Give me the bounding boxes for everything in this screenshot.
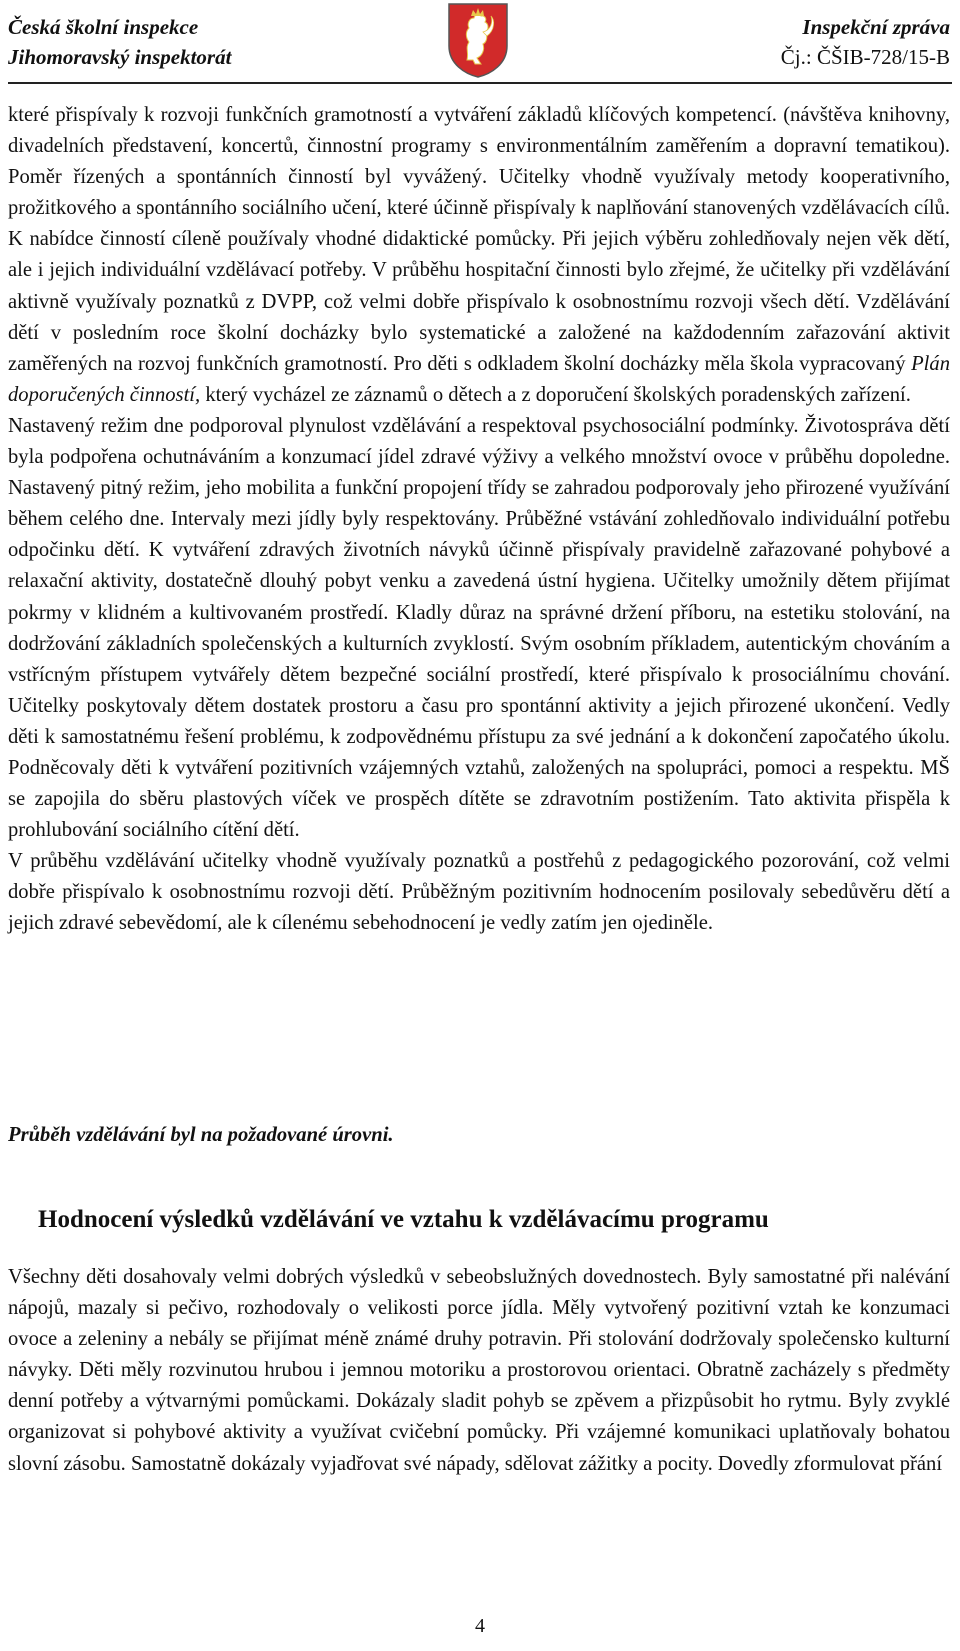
paragraph-2: Nastavený režim dne podporoval plynulost vzdělávání a respektoval psychosociální podmínky. Životospráva dětí byla podpořena ochutnáváním a konzumací jídel zdravé výživy a velkého množství ovoce v průběhu dopoledne. Nastavený pitný režim, jeho mobilita a funkční propojení třídy se zahradou podporovaly jeho přirozené využívání během celého dne. Intervaly mezi jídly byly respektovány. Průběžné vstávání zohledňovalo individuální potřebu odpočinku dětí. K vytváření zdravých životních návyků účinně přispívaly pravidelně zařazované pohybové a relaxační aktivity, dostatečně dlouhý pobyt venku a zavedená ústní hygiena. Učitelky umožnily dětem přijímat pokrmy v klidném a kultivovaném prostředí. Kladly důraz na správné držení příboru, na estetiku stolování, na dodržování základních společenských a kulturních zvyklostí. Svým osobním příkladem, autentickým chováním a vstřícným přístupem vytvářely dětem bezpečné sociální prostředí, které přispívalo k prosociálnímu chování. Učitelky poskytovaly dětem dostatek prostoru a času pro spontánní aktivity a jejich přirozené ukončení. Vedly děti k samostatnému řešení problému, k zodpovědnému přístupu za své jednání a k dokončení započatého úkolu. Podněcovaly děti k vytváření pozitivních vzájemných vztahů, založených na spolupráci, pomoci a respektu. MŠ se zapojila do sběru plastových víček ve prospěch dítěte se zdravotním postižením. Tato aktivita přispěla k prohlubování sociálního cítění dětí. xyxy=(8,414,950,842)
plan-title: Plán doporučených činností, xyxy=(8,352,950,406)
page-number: 4 xyxy=(475,1615,485,1637)
header-divider xyxy=(8,82,952,84)
paragraph-3: V průběhu vzdělávání učitelky vhodně využívaly poznatků a postřehů z pedagogického pozorování, což velmi dobře přispívalo k osobnostnímu rozvoji dětí. Průběžným pozitivním hodnocením posilovaly sebedůvěru dětí a jejich zdravé sebevědomí, ale k cílenému sebehodnocení je vedly zatím jen ojediněle. xyxy=(8,850,950,935)
inspection-authority: Česká školní inspekce xyxy=(8,15,199,39)
header-right xyxy=(781,12,950,72)
paragraph-1-text: které přispívaly k rozvoji funkčních gramotností a vytváření základů klíčových kompetencí. (návštěva knihovny, divadelních představení, koncertů, činnostní programy s environmentálním zaměřením a dopravní tematikou). Poměr řízených a spontánních činností byl vyvážený. Učitelky vhodně využívaly metody kooperativního, prožitkového a spontánního sociálního učení, které účinně přispívaly k naplňování stanovených vzdělávacích cílů. K nabídce činností cíleně používaly vhodné didaktické pomůcky. Při jejich výběru zohledňovaly nejen věk dětí, ale i jejich individuální vzdělávací potřeby. V průběhu hospitační činnosti bylo zřejmé, že učitelky při vzdělávání aktivně využívaly poznatků z DVPP, což velmi dobře přispívalo k osobnostnímu rozvoji všech dětí. Vzdělávání dětí v posledním roce školní docházky bylo systematické a založené na každodenním zařazování aktivit zaměřených na rozvoj funkčních gramotností. Pro děti s odkladem školní docházky měla škola vypracovaný xyxy=(8,104,950,375)
reference-number: Čj.: ČŠIB-728/15-B xyxy=(780,45,950,69)
paragraph-1 xyxy=(8,100,950,411)
regional-inspectorate: Jihomoravský inspektorát xyxy=(8,45,232,69)
section-heading: Hodnocení výsledků vzdělávání ve vztahu k vzdělávacímu programu xyxy=(38,1206,769,1233)
paragraph-4: Všechny děti dosahovaly velmi dobrých výsledků v sebeobslužných dovednostech. Byly samostatné při nalévání nápojů, mazaly si pečivo, rozhodovaly o velikosti porce jídla. Měly vytvořený pozitivní vztah ke konzumaci ovoce a zeleniny a nebály se přijímat méně známé druhy potravin. Při stolování dodržovaly společensko kulturní návyky. Děti měly rozvinutou hrubou i jemnou motoriku a prostorovou orientaci. Obratně zacházely s předměty denní potřeby a výtvarnými pomůckami. Dokázaly sladit pohyb se zpěvem a přizpůsobit ho rytmu. Byly zvyklé organizovat si pohybové aktivity a využívat cvičební pomůcky. Při vzájemné komunikaci uplatňovaly bohatou slovní zásobu. Samostatně dokázaly vyjadřovat své nápady, sdělovat zážitky a pocity. Dovedly zformulovat přání xyxy=(8,1266,950,1475)
state-emblem-icon xyxy=(447,2,509,78)
paragraph-1-end: který vycházel ze záznamů o dětech a z doporučení školských poradenských zařízení. xyxy=(200,383,911,406)
document-type: Inspekční zpráva xyxy=(802,15,950,39)
evaluation-verdict: Průběh vzdělávání byl na požadované úrovni. xyxy=(8,1124,394,1146)
body-text-block xyxy=(8,100,950,940)
header-left xyxy=(8,12,231,72)
